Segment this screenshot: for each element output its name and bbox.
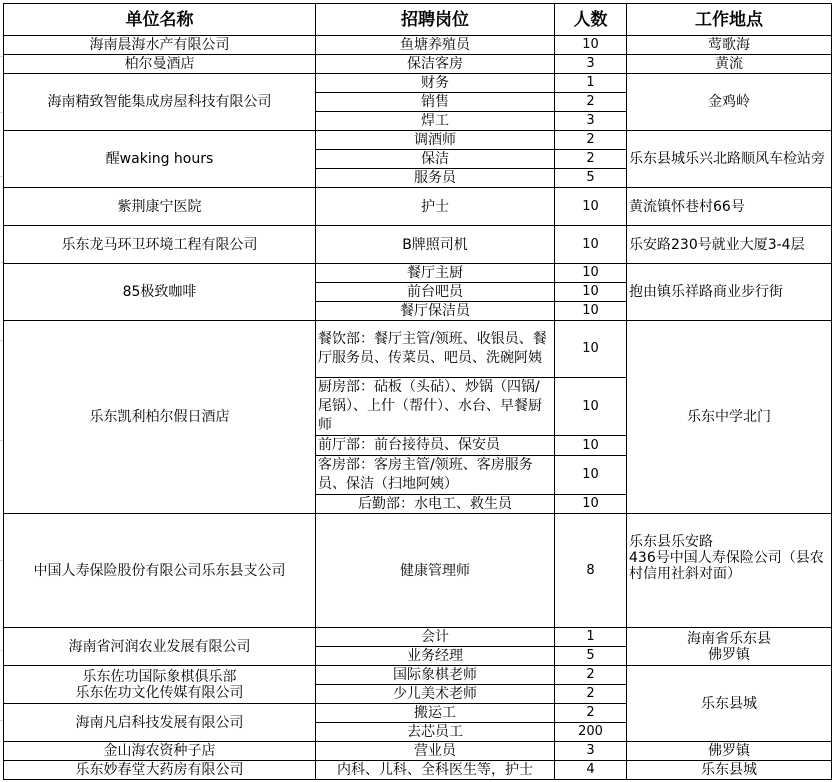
count-cell: 2 — [555, 704, 627, 723]
count-cell: 10 — [555, 283, 627, 302]
count-cell: 2 — [555, 131, 627, 150]
count-cell: 10 — [555, 378, 627, 436]
position-cell: 护士 — [316, 188, 555, 226]
position-cell: 保洁客房 — [316, 55, 555, 74]
position-cell: 餐厅保洁员 — [316, 302, 555, 321]
count-cell: 10 — [555, 264, 627, 283]
table-row — [4, 666, 832, 685]
count-cell: 1 — [555, 628, 627, 647]
count-cell: 10 — [555, 456, 627, 495]
location-cell: 莺歌海 — [627, 36, 832, 55]
position-cell: 财务 — [316, 74, 555, 93]
count-cell: 200 — [555, 723, 627, 742]
position-cell: 调酒师 — [316, 131, 555, 150]
table-row — [4, 321, 832, 378]
count-cell: 2 — [555, 685, 627, 704]
position-cell: 餐厅主厨 — [316, 264, 555, 283]
position-cell: 服务员 — [316, 169, 555, 188]
position-cell: 前厅部：前台接待员、保安员 — [316, 436, 555, 456]
position-cell: 少儿美术老师 — [316, 685, 555, 704]
location-line: 436号中国人寿保险公司（县农村信用社斜对面） — [629, 550, 824, 582]
header-company: 单位名称 — [4, 4, 316, 36]
position-cell: 后勤部：水电工、救生员 — [316, 495, 555, 514]
location-cell: 佛罗镇 — [627, 742, 832, 761]
header-count: 人数 — [555, 4, 627, 36]
count-cell: 10 — [555, 436, 627, 456]
header-location: 工作地点 — [627, 4, 832, 36]
location-line: 佛罗镇 — [708, 646, 750, 663]
position-cell: 会计 — [316, 628, 555, 647]
company-line: 乐东佐功文化传媒有限公司 — [75, 684, 244, 701]
location-cell: 乐安路230号就业大厦3-4层 — [627, 226, 832, 264]
position-cell: B牌照司机 — [316, 226, 555, 264]
position-cell: 健康管理师 — [316, 514, 555, 628]
count-cell: 2 — [555, 93, 627, 112]
company-cell: 海南晨海水产有限公司 — [4, 36, 316, 55]
position-cell: 搬运工 — [316, 704, 555, 723]
position-cell: 保洁 — [316, 150, 555, 169]
position-cell: 客房部：客房主管/领班、客房服务员、保洁（扫地阿姨） — [316, 456, 555, 495]
position-cell: 去芯员工 — [316, 723, 555, 742]
count-cell: 3 — [555, 55, 627, 74]
count-cell: 10 — [555, 226, 627, 264]
count-cell: 1 — [555, 74, 627, 93]
count-cell: 8 — [555, 514, 627, 628]
header-row — [4, 4, 832, 36]
table-row — [4, 628, 832, 647]
count-cell: 10 — [555, 495, 627, 514]
company-cell: 金山海农资种子店 — [4, 742, 316, 761]
table-row — [4, 742, 832, 761]
position-cell: 厨房部：砧板（头砧）、炒锅（四锅/尾锅）、上什（帮什）、水台、早餐厨师 — [316, 378, 555, 436]
table-row — [4, 514, 832, 628]
company-cell — [4, 666, 316, 704]
company-cell: 乐东凯利柏尔假日酒店 — [4, 321, 316, 514]
table-row — [4, 131, 832, 150]
table-row — [4, 74, 832, 93]
table-row — [4, 226, 832, 264]
count-cell: 10 — [555, 188, 627, 226]
location-cell: 乐东县城 — [627, 761, 832, 780]
location-cell: 金鸡岭 — [627, 74, 832, 131]
count-cell: 10 — [555, 36, 627, 55]
count-cell: 10 — [555, 302, 627, 321]
count-cell: 3 — [555, 742, 627, 761]
position-cell: 餐饮部：餐厅主管/领班、收银员、餐厅服务员、传菜员、吧员、洗碗阿姨 — [316, 321, 555, 378]
position-cell: 营业员 — [316, 742, 555, 761]
count-cell: 10 — [555, 321, 627, 378]
position-cell: 业务经理 — [316, 647, 555, 666]
company-cell: 海南凡启科技发展有限公司 — [4, 704, 316, 742]
position-cell: 前台吧员 — [316, 283, 555, 302]
table-row — [4, 36, 832, 55]
table-row — [4, 188, 832, 226]
company-cell: 柏尔曼酒店 — [4, 55, 316, 74]
location-line: 海南省乐东县 — [687, 630, 771, 647]
company-cell: 醒waking hours — [4, 131, 316, 188]
company-cell: 海南省河润农业发展有限公司 — [4, 628, 316, 666]
location-cell — [627, 514, 832, 628]
company-cell: 85极致咖啡 — [4, 264, 316, 321]
recruitment-table — [3, 3, 832, 780]
location-cell: 乐东中学北门 — [627, 321, 832, 514]
company-cell: 中国人寿保险股份有限公司乐东县支公司 — [4, 514, 316, 628]
count-cell: 2 — [555, 150, 627, 169]
position-cell: 焊工 — [316, 112, 555, 131]
location-cell: 乐东县城 — [627, 666, 832, 742]
company-cell: 海南精致智能集成房屋科技有限公司 — [4, 74, 316, 131]
table-row — [4, 55, 832, 74]
position-cell: 鱼塘养殖员 — [316, 36, 555, 55]
location-cell: 黄流镇怀巷村66号 — [627, 188, 832, 226]
company-cell: 乐东妙春堂大药房有限公司 — [4, 761, 316, 780]
location-cell: 黄流 — [627, 55, 832, 74]
location-line: 乐东县乐安路 — [629, 534, 713, 550]
count-cell: 3 — [555, 112, 627, 131]
header-position: 招聘岗位 — [316, 4, 555, 36]
table-row — [4, 761, 832, 780]
count-cell: 5 — [555, 169, 627, 188]
location-cell: 乐东县城乐兴北路顺风车检站旁 — [627, 131, 832, 188]
position-cell: 国际象棋老师 — [316, 666, 555, 685]
company-cell: 乐东龙马环卫环境工程有限公司 — [4, 226, 316, 264]
company-cell: 紫荆康宁医院 — [4, 188, 316, 226]
table-row — [4, 264, 832, 283]
position-cell: 内科、儿科、全科医生等，护士 — [316, 761, 555, 780]
count-cell: 4 — [555, 761, 627, 780]
count-cell: 2 — [555, 666, 627, 685]
position-cell: 销售 — [316, 93, 555, 112]
location-cell — [627, 628, 832, 666]
count-cell: 5 — [555, 647, 627, 666]
company-line: 乐东佐功国际象棋俱乐部 — [82, 668, 237, 685]
location-cell: 抱由镇乐祥路商业步行街 — [627, 264, 832, 321]
